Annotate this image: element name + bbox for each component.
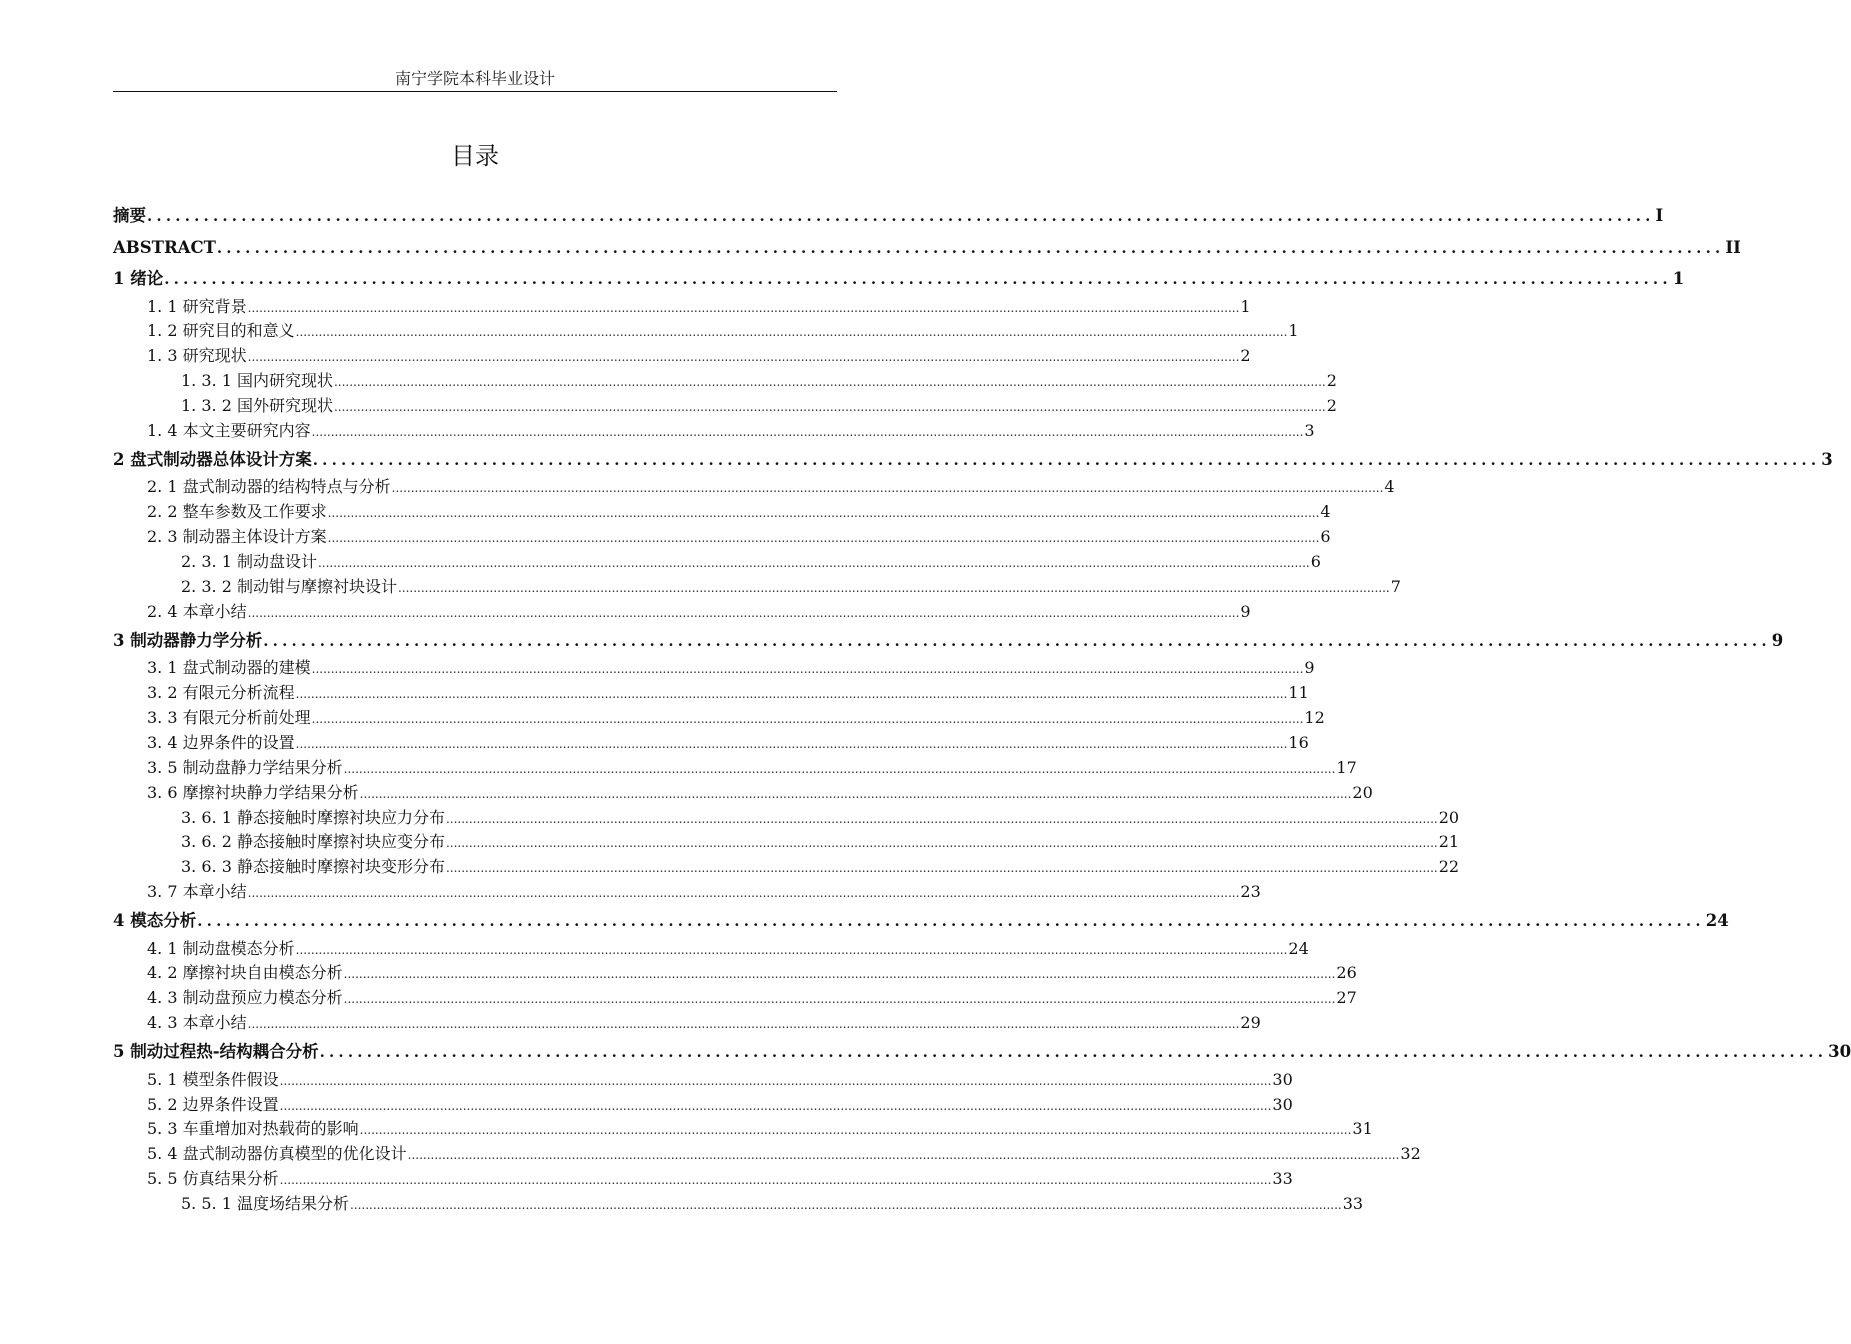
toc-entry-page-number: 30 [1272, 1094, 1293, 1114]
toc-entry[interactable] [113, 550, 1321, 575]
toc-dot-leader: .................................................................................................................................................................................................................................................................... [343, 967, 1336, 982]
toc-dot-leader: .................................................................................................................................................................................................................................................................... [311, 711, 1304, 726]
toc-entry-page-number: 20 [1352, 782, 1373, 802]
toc-entry-page-number: 2 [1326, 396, 1337, 416]
toc-entry-page-number: 6 [1320, 527, 1331, 547]
toc-entry-page-number: 32 [1400, 1144, 1421, 1164]
toc-entry-page-number: 17 [1336, 757, 1357, 777]
toc-entry-label: 摘要 [113, 206, 146, 225]
toc-entry-page-number: 31 [1352, 1119, 1373, 1139]
toc-dot-leader: .................................................................................................................................................................................................................................................................... [295, 325, 1288, 340]
toc-entry-label: 4. 3 本章小结 [147, 1013, 247, 1033]
toc-entry-page-number: 11 [1288, 683, 1309, 703]
toc-entry[interactable] [113, 905, 1729, 937]
toc-entry[interactable] [113, 625, 1784, 657]
toc-dot-leader: .................................................................................................................................................................................................................................................................... [359, 786, 1352, 801]
toc-dot-leader: .................................................................................................................................................................................................................................................................... [445, 836, 1438, 851]
toc-entry-page-number: 9 [1771, 630, 1784, 650]
toc-dot-leader: .................................................................................................................................................................................................................................................................... [359, 1123, 1352, 1138]
toc-entry-label: 3. 6. 1 静态接触时摩擦衬块应力分布 [181, 807, 445, 827]
toc-entry-page-number: 12 [1304, 707, 1325, 727]
toc-entry[interactable] [113, 369, 1337, 394]
toc-entry-label: 5 制动过程热-结构耦合分析 [113, 1042, 319, 1062]
toc-entry-label: 3. 4 边界条件的设置 [147, 732, 295, 752]
toc-entry-page-number: 9 [1304, 658, 1315, 678]
toc-entry-label: 5. 1 模型条件假设 [147, 1069, 279, 1089]
toc-entry-page-number: 33 [1272, 1169, 1293, 1189]
toc-dot-leader: .................................................................................................................................................................................................................................................................... [343, 992, 1336, 1007]
toc-entry[interactable] [113, 706, 1325, 731]
toc-entry[interactable] [113, 600, 1251, 625]
toc-entry[interactable] [113, 295, 1251, 320]
toc-dot-leader: .................................................................................................................................................................................................................................................................... [407, 1148, 1400, 1163]
toc-entry[interactable] [113, 781, 1373, 806]
toc-entry[interactable] [113, 806, 1460, 831]
toc-entry[interactable] [113, 500, 1331, 525]
toc-entry-page-number: 26 [1336, 963, 1357, 983]
toc-entry-label: 3. 3 有限元分析前处理 [147, 707, 311, 727]
toc-dot-leader: ................................................................................................................................................................ [216, 238, 1725, 257]
toc-entry[interactable] [113, 1068, 1293, 1093]
toc-dot-leader: .................................................................................................................................................................................................................................................................... [279, 1073, 1272, 1088]
toc-dot-leader: .................................................................................................................................................................................................................................................................... [317, 556, 1310, 571]
toc-entry-label: 1 绪论 [113, 269, 164, 288]
toc-entry-label: 2. 3 制动器主体设计方案 [147, 527, 327, 547]
toc-entry-page-number: 33 [1342, 1194, 1364, 1214]
toc-entry-page-number: 1 [1672, 269, 1685, 288]
toc-dot-leader: .................................................................................................................................................................................................................................................................... [311, 424, 1304, 439]
toc-dot-leader: .................................................................................................................................................................................................................................................................... [279, 1098, 1272, 1113]
toc-entry[interactable] [113, 344, 1251, 369]
toc-entry-page-number: 22 [1438, 857, 1460, 877]
toc-dot-leader: ................................................................................................................................................................ [319, 1043, 1828, 1062]
toc-entry[interactable] [113, 444, 1833, 476]
toc-dot-leader: .................................................................................................................................................................................................................................................................... [247, 350, 1240, 365]
toc-entry-label: 4. 3 制动盘预应力模态分析 [147, 988, 343, 1008]
toc-dot-leader: .................................................................................................................................................................................................................................................................... [295, 687, 1288, 702]
toc-entry[interactable] [113, 656, 1315, 681]
toc-entry-page-number: 4 [1320, 502, 1331, 522]
toc-entry-label: 1. 3. 2 国外研究现状 [181, 396, 333, 416]
toc-entry-label: 3 制动器静力学分析 [113, 630, 263, 650]
toc-dot-leader: .................................................................................................................................................................................................................................................................... [311, 662, 1304, 677]
toc-entry-label: 5. 2 边界条件设置 [147, 1094, 279, 1114]
toc-entry-label: 1. 2 研究目的和意义 [147, 321, 295, 341]
toc-dot-leader: ................................................................................................................................................................ [312, 450, 1821, 469]
toc-entry-label: 4 模态分析 [113, 911, 197, 931]
toc-dot-leader: .................................................................................................................................................................................................................................................................... [333, 375, 1326, 390]
toc-entry[interactable] [113, 756, 1357, 781]
toc-entry[interactable] [113, 681, 1309, 706]
toc-entry-label: 2. 1 盘式制动器的结构特点与分析 [147, 477, 391, 497]
toc-entry-page-number: 1 [1240, 296, 1251, 316]
toc-entry-label: ABSTRACT [113, 237, 216, 257]
toc-entry-label: 1. 4 本文主要研究内容 [147, 420, 311, 440]
toc-entry[interactable] [113, 1117, 1373, 1142]
toc-entry-label: 2 盘式制动器总体设计方案 [113, 449, 312, 469]
toc-entry[interactable] [113, 475, 1395, 500]
toc-entry-label: 3. 7 本章小结 [147, 882, 247, 902]
toc-entry-label: 2. 2 整车参数及工作要求 [147, 502, 327, 522]
toc-dot-leader: .................................................................................................................................................................................................................................................................... [327, 506, 1320, 521]
toc-entry[interactable] [113, 200, 1664, 232]
toc-entry-label: 2. 3. 1 制动盘设计 [181, 552, 317, 572]
toc-entry-label: 5. 4 盘式制动器仿真模型的优化设计 [147, 1144, 407, 1164]
toc-dot-leader: ................................................................................................................................................................ [147, 207, 1655, 225]
toc-entry-label: 2. 4 本章小结 [147, 601, 247, 621]
toc-dot-leader: .................................................................................................................................................................................................................................................................... [391, 481, 1384, 496]
toc-entry[interactable] [113, 394, 1337, 419]
toc-entry-page-number: 6 [1310, 552, 1321, 572]
toc-dot-leader: .................................................................................................................................................................................................................................................................... [247, 300, 1240, 315]
toc-entry-page-number: 9 [1240, 601, 1251, 621]
toc-entry[interactable] [113, 961, 1357, 986]
toc-entry-label: 1. 1 研究背景 [147, 296, 247, 316]
toc-entry-label: 4. 2 摩擦衬块自由模态分析 [147, 963, 343, 983]
toc-entry[interactable] [113, 731, 1309, 756]
toc-entry-label: 5. 5. 1 温度场结果分析 [181, 1194, 349, 1214]
toc-entry[interactable] [113, 1093, 1293, 1118]
toc-entry-page-number: 3 [1821, 449, 1833, 469]
toc-entry-label: 3. 5 制动盘静力学结果分析 [147, 757, 343, 777]
toc-entry-page-number: II [1725, 237, 1741, 257]
toc-entry-page-number: 16 [1288, 732, 1309, 752]
toc-entry[interactable] [113, 575, 1401, 600]
toc-entry-page-number: 24 [1705, 911, 1729, 931]
toc-dot-leader: ................................................................................................................................................................ [263, 631, 1771, 650]
toc-dot-leader: .................................................................................................................................................................................................................................................................... [247, 1017, 1240, 1032]
toc-title: 目录 [451, 142, 499, 170]
toc-entry-label: 3. 6. 2 静态接触时摩擦衬块应变分布 [181, 832, 445, 852]
toc-entry[interactable] [113, 1192, 1364, 1217]
page-header: 南宁学院本科毕业设计 [113, 66, 837, 92]
toc-entry[interactable] [113, 986, 1357, 1011]
toc-entry[interactable] [113, 525, 1331, 550]
table-of-contents [113, 200, 1851, 1217]
toc-dot-leader: .................................................................................................................................................................................................................................................................... [247, 605, 1240, 620]
toc-dot-leader: .................................................................................................................................................................................................................................................................... [327, 531, 1320, 546]
toc-entry[interactable] [113, 1142, 1421, 1167]
toc-dot-leader: .................................................................................................................................................................................................................................................................... [333, 400, 1326, 415]
toc-entry-page-number: 1 [1288, 321, 1299, 341]
toc-entry-page-number: 30 [1272, 1069, 1293, 1089]
toc-entry[interactable] [113, 855, 1460, 880]
toc-entry-label: 1. 3 研究现状 [147, 346, 247, 366]
toc-entry-page-number: 29 [1240, 1013, 1261, 1033]
toc-dot-leader: .................................................................................................................................................................................................................................................................... [295, 942, 1288, 957]
toc-entry-page-number: 20 [1438, 807, 1460, 827]
toc-dot-leader: .................................................................................................................................................................................................................................................................... [279, 1173, 1272, 1188]
toc-dot-leader: .................................................................................................................................................................................................................................................................... [295, 736, 1288, 751]
toc-entry[interactable] [113, 263, 1685, 295]
toc-entry-label: 3. 6. 3 静态接触时摩擦衬块变形分布 [181, 857, 445, 877]
toc-entry[interactable] [113, 232, 1741, 264]
toc-entry-label: 5. 3 车重增加对热载荷的影响 [147, 1119, 359, 1139]
toc-dot-leader: ................................................................................................................................................................ [164, 270, 1672, 288]
toc-entry[interactable] [113, 319, 1299, 344]
toc-entry[interactable] [113, 937, 1309, 962]
toc-dot-leader: .................................................................................................................................................................................................................................................................... [349, 1198, 1342, 1213]
toc-dot-leader: .................................................................................................................................................................................................................................................................... [445, 811, 1438, 826]
toc-entry[interactable] [113, 830, 1460, 855]
toc-entry[interactable] [113, 1011, 1261, 1036]
toc-entry-page-number: 30 [1828, 1042, 1851, 1062]
toc-dot-leader: .................................................................................................................................................................................................................................................................... [247, 886, 1240, 901]
toc-entry-page-number: 7 [1390, 576, 1401, 596]
toc-entry-label: 3. 1 盘式制动器的建模 [147, 658, 311, 678]
toc-entry-page-number: 23 [1240, 882, 1261, 902]
toc-entry[interactable] [113, 1167, 1293, 1192]
toc-entry-label: 1. 3. 1 国内研究现状 [181, 371, 333, 391]
toc-entry-page-number: 21 [1438, 832, 1460, 852]
toc-entry-label: 3. 2 有限元分析流程 [147, 683, 295, 703]
toc-entry-page-number: 3 [1304, 420, 1315, 440]
toc-entry[interactable] [113, 419, 1315, 444]
toc-dot-leader: ................................................................................................................................................................ [197, 912, 1705, 931]
toc-dot-leader: .................................................................................................................................................................................................................................................................... [397, 580, 1390, 595]
toc-entry-page-number: 2 [1240, 346, 1251, 366]
toc-entry-page-number: I [1655, 206, 1664, 225]
toc-entry[interactable] [113, 880, 1261, 905]
toc-entry-page-number: 4 [1384, 477, 1395, 497]
toc-dot-leader: .................................................................................................................................................................................................................................................................... [343, 761, 1336, 776]
toc-entry-label: 2. 3. 2 制动钳与摩擦衬块设计 [181, 576, 397, 596]
toc-entry-page-number: 2 [1326, 371, 1337, 391]
toc-entry-label: 5. 5 仿真结果分析 [147, 1169, 279, 1189]
toc-entry-page-number: 24 [1288, 938, 1309, 958]
toc-entry-page-number: 27 [1336, 988, 1357, 1008]
toc-dot-leader: .................................................................................................................................................................................................................................................................... [445, 861, 1438, 876]
toc-entry-label: 3. 6 摩擦衬块静力学结果分析 [147, 782, 359, 802]
toc-entry-label: 4. 1 制动盘模态分析 [147, 938, 295, 958]
toc-entry[interactable] [113, 1036, 1851, 1068]
